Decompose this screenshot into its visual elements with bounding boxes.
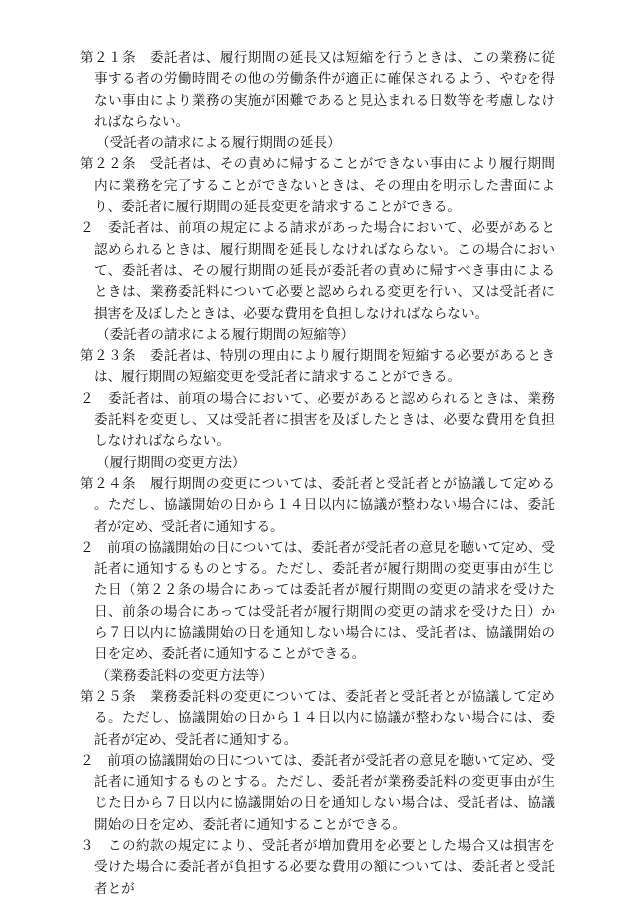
article-21: 第２１条 委託者は、履行期間の延長又は短縮を行うときは、この業務に従事する者の労働時間その他の労働条件が適正に確保されるよう、やむを得ない事由により業務の実施が困難であると見込まれる日数等を考慮しなければならない。: [80, 50, 555, 130]
article-22: 第２２条 受託者は、その責めに帰することができない事由により履行期間内に業務を完了することができないときは、その理由を明示した書面により、委託者に履行期間の延長変更を請求することができる。: [80, 156, 555, 216]
heading-article-24: （履行期間の変更方法）: [96, 454, 246, 471]
article-23-paragraph-2: ２ 委託者は、前項の場合において、必要があると認められるときは、業務委託料を変更し、又は受託者に損害を及ぼしたときは、必要な費用を負担しなければならない。: [80, 390, 555, 450]
article-24: 第２４条 履行期間の変更については、委託者と受託者とが協議して定める。ただし、協議開始の日から１４日以内に協議が整わない場合には、委託者が定め、受託者に通知する。: [80, 475, 555, 535]
article-24-paragraph-2: ２ 前項の協議開始の日については、委託者が受託者の意見を聴いて定め、受託者に通知するものとする。ただし、委託者が履行期間の変更事由が生じた日（第２２条の場合にあっては委託者が履行期間の変更の請求を受けた日、前条の場合にあっては受託者が履行期間の変更の請求を受けた日）から７日以内に協議開始の日を通知しない場合には、受託者は、協議開始の日を定め、委託者に通知することができる。: [80, 539, 555, 663]
article-25-paragraph-2: ２ 前項の協議開始の日については、委託者が受託者の意見を聴いて定め、受託者に通知するものとする。ただし、委託者が業務委託料の変更事由が生じた日から７日以内に協議開始の日を通知しない場合は、受託者は、協議開始の日を定め、委託者に通知することができる。: [80, 752, 555, 833]
article-22-paragraph-2: ２ 委託者は、前項の規定による請求があった場合において、必要があると認められるときは、履行期間を延長しなければならない。この場合において、委託者は、その履行期間の延長が委託者の責めに帰すべき事由によるときは、業務委託料について必要と認められる変更を行い、又は受託者に損害を及ぼしたときは、必要な費用を負担しなければならない。: [80, 220, 555, 322]
article-25-paragraph-3: ３ この約款の規定により、受託者が増加費用を必要とした場合又は損害を受けた場合に委託者が負担する必要な費用の額については、委託者と受託者とが: [80, 837, 555, 897]
heading-article-25: （業務委託料の変更方法等）: [96, 667, 273, 684]
article-25: 第２５条 業務委託料の変更については、委託者と受託者とが協議して定める。ただし、協議開始の日から１４日以内に協議が整わない場合には、委託者が定め、受託者に通知する。: [80, 688, 555, 748]
heading-article-23: （委託者の請求による履行期間の短縮等）: [96, 326, 355, 343]
document-page: [80, 48, 555, 900]
heading-article-22: （受託者の請求による履行期間の延長）: [96, 135, 341, 152]
article-23: 第２３条 委託者は、特別の理由により履行期間を短縮する必要があるときは、履行期間の短縮変更を受託者に請求することができる。: [80, 348, 555, 386]
